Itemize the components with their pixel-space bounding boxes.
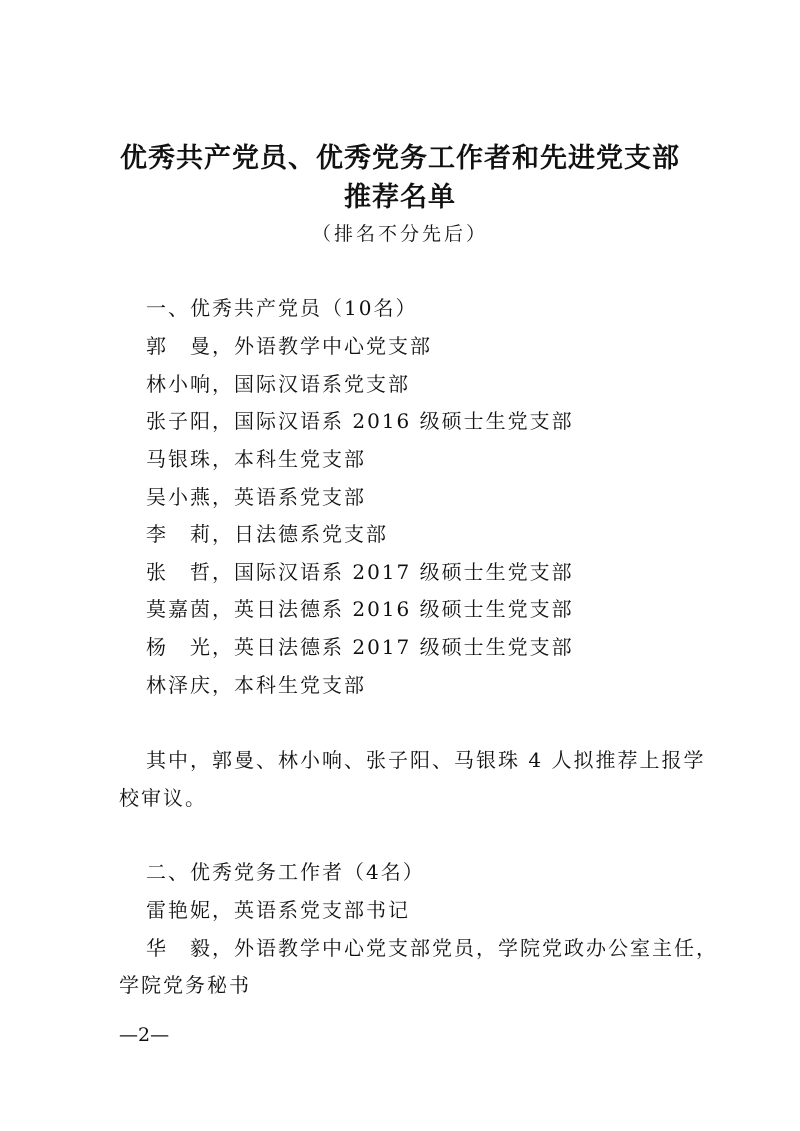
member-item: 林泽庆，本科生党支部 [146, 673, 366, 697]
section1-heading: 一、优秀共产党员（10名） [146, 296, 418, 320]
section1-note-line1: 其中，郭曼、林小响、张子阳、马银珠 4 人拟推荐上报学 [146, 748, 706, 772]
member-item: 林小响，国际汉语系党支部 [146, 372, 410, 396]
member-item: 张子阳，国际汉语系 2016 级硕士生党支部 [146, 409, 574, 433]
section2-line1: 雷艳妮，英语系党支部书记 [146, 898, 410, 922]
page-number: —2— [119, 1024, 170, 1046]
member-item: 李 莉，日法德系党支部 [146, 522, 388, 546]
document-title-line1: 优秀共产党员、优秀党务工作者和先进党支部 [120, 143, 680, 174]
member-item: 张 哲，国际汉语系 2017 级硕士生党支部 [146, 560, 574, 584]
member-item: 马银珠，本科生党支部 [146, 447, 366, 471]
document-title-line2: 推荐名单 [344, 182, 456, 213]
section2-line3: 学院党务秘书 [119, 973, 251, 997]
section2-heading: 二、优秀党务工作者（4名） [146, 860, 425, 884]
section1-note-line2: 校审议。 [119, 786, 207, 810]
document-subtitle: （排名不分先后） [311, 223, 488, 245]
member-item: 杨 光，英日法德系 2017 级硕士生党支部 [146, 635, 574, 659]
section2-line2: 华 毅，外语教学中心党支部党员，学院党政办公室主任， [146, 936, 718, 960]
member-item: 吴小燕，英语系党支部 [146, 485, 366, 509]
member-item: 郭 曼，外语教学中心党支部 [146, 334, 432, 358]
member-item: 莫嘉茵，英日法德系 2016 级硕士生党支部 [146, 597, 574, 621]
